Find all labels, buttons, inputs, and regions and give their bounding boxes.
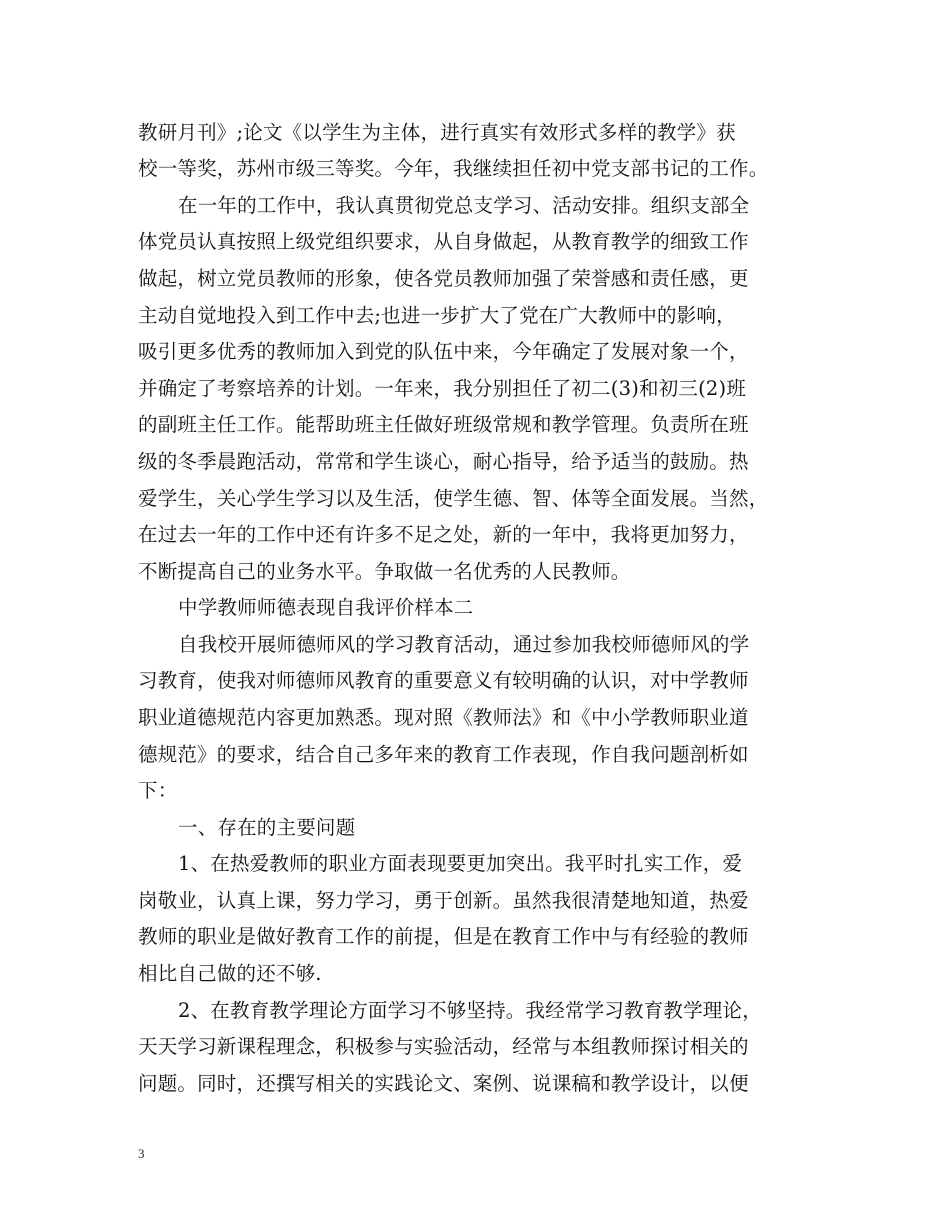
section-heading: 中学教师师德表现自我评价样本二 xyxy=(178,596,474,619)
page-number: 3 xyxy=(138,1146,145,1161)
text-line: 2、在教育教学理论方面学习不够坚持。我经常学习教育教学理论， xyxy=(178,999,762,1022)
text-line: 级的冬季晨跑活动，常常和学生谈心，耐心指导，给予适当的鼓励。热 xyxy=(138,450,749,473)
text-line: 自我校开展师德师风的学习教育活动，通过参加我校师德师风的学 xyxy=(178,633,750,656)
text-line: 岗敬业，认真上课，努力学习，勇于创新。虽然我很清楚地知道，热爱 xyxy=(138,889,749,912)
text-line: 并确定了考察培养的计划。一年来，我分别担任了初二(3)和初三(2)班 xyxy=(138,377,747,400)
text-line: 不断提高自己的业务水平。争取做一名优秀的人民教师。 xyxy=(138,560,631,583)
text-line: 1、在热爱教师的职业方面表现要更加突出。我平时扎实工作，爱 xyxy=(178,852,743,875)
text-line: 吸引更多优秀的教师加入到党的队伍中来，今年确定了发展对象一个， xyxy=(138,340,749,363)
text-line: 做起，树立党员教师的形象，使各党员教师加强了荣誉感和责任感，更 xyxy=(138,267,749,290)
text-line: 的副班主任工作。能帮助班主任做好班级常规和教学管理。负责所在班 xyxy=(138,413,749,436)
text-line: 习教育，使我对师德师风教育的重要意义有较明确的认识，对中学教师 xyxy=(138,669,749,692)
text-line: 校一等奖，苏州市级三等奖。今年，我继续担任初中党支部书记的工作。 xyxy=(138,157,769,180)
text-line: 在过去一年的工作中还有许多不足之处，新的一年中，我将更加努力， xyxy=(138,523,749,546)
text-line: 在一年的工作中，我认真贯彻党总支学习、活动安排。组织支部全 xyxy=(178,194,750,217)
text-line: 主动自觉地投入到工作中去;也进一步扩大了党在广大教师中的影响， xyxy=(138,304,736,327)
subsection-heading: 一、存在的主要问题 xyxy=(178,816,356,839)
text-line: 职业道德规范内容更加熟悉。现对照《教师法》和《中小学教师职业道 xyxy=(138,706,749,729)
text-line: 问题。同时，还撰写相关的实践论文、案例、说课稿和教学设计，以便 xyxy=(138,1072,749,1095)
text-line: 天天学习新课程理念，积极参与实验活动，经常与本组教师探讨相关的 xyxy=(138,1035,749,1058)
text-line: 相比自己做的还不够. xyxy=(138,962,322,985)
text-line: 体党员认真按照上级党组织要求，从自身做起，从教育教学的细致工作 xyxy=(138,230,749,253)
text-line: 下： xyxy=(138,779,178,802)
text-line: 教师的职业是做好教育工作的前提，但是在教育工作中与有经验的教师 xyxy=(138,925,749,948)
text-line: 爱学生，关心学生学习以及生活，使学生德、智、体等全面发展。当然， xyxy=(138,487,769,510)
text-line: 教研月刊》;论文《以学生为主体，进行真实有效形式多样的教学》获 xyxy=(138,121,736,144)
text-line: 德规范》的要求，结合自己多年来的教育工作表现，作自我问题剖析如 xyxy=(138,743,749,766)
